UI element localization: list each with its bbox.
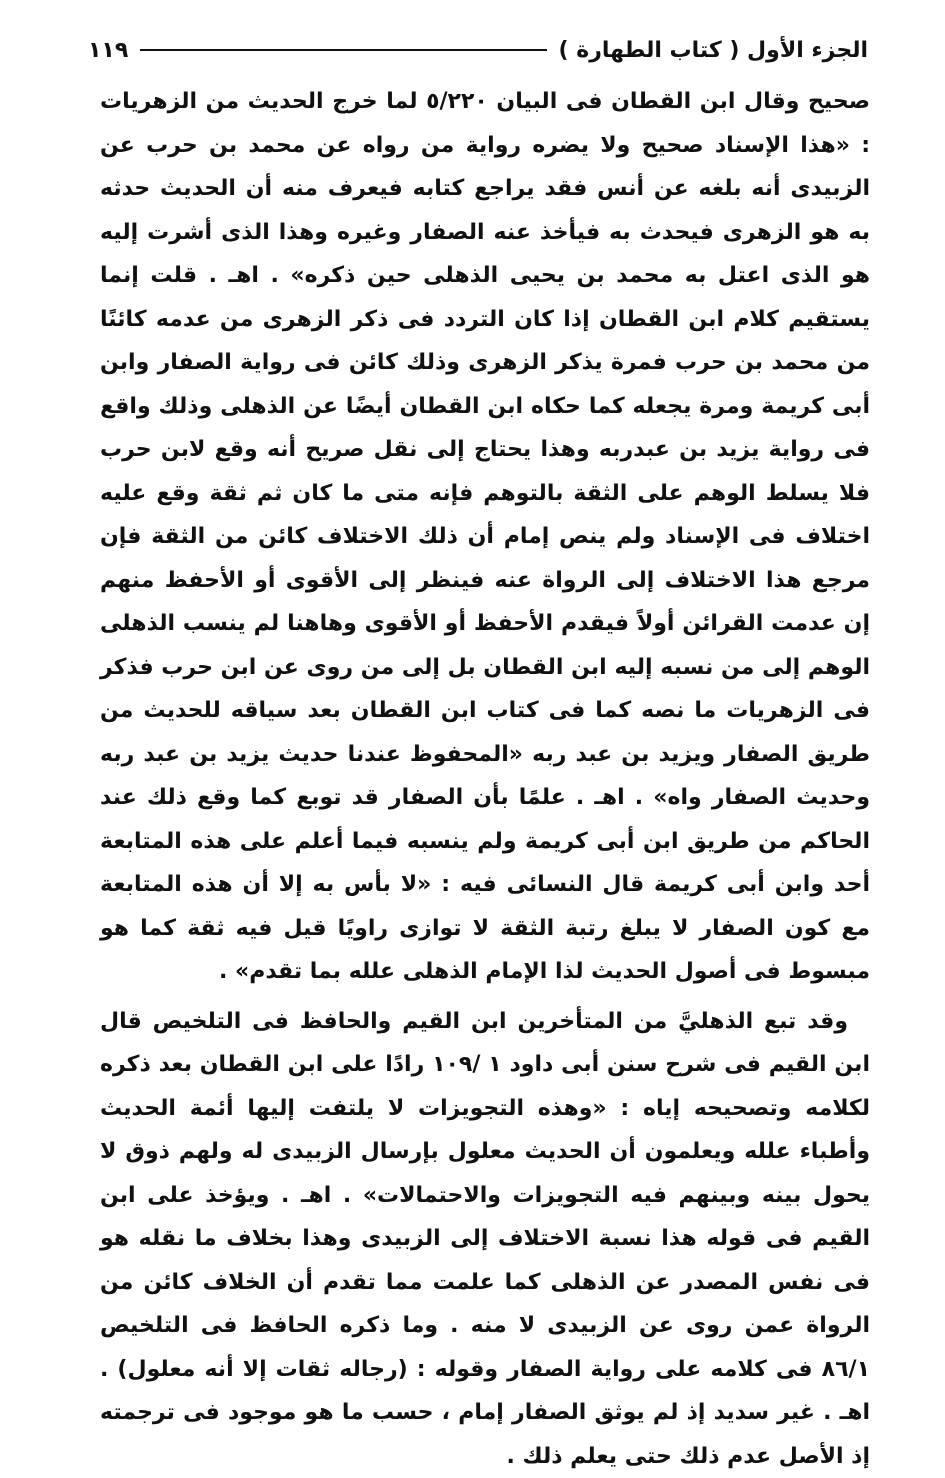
paragraph-1: صحيح وقال ابن القطان فى البيان ٥/٢٢٠ لما خرج الحديث من الزهريات : «هذا الإسناد صحيح ولا يضره رواية من رواه عن محمد بن حرب عن الزبيدى أنه بلغه عن أنس فقد يراجع كتابه فيعرف منه أن الحديث حدثه به هو الزهرى فيحدث به فيأخذ عنه الصفار وغيره وهذا الذى أشرت إليه هو الذى اعتل به محمد بن يحيى الذهلى حين ذكره» . اهـ . قلت إنما يستقيم كلام ابن القطان إذا كان التردد فى ذكر الزهرى من عدمه كائنًا من محمد بن حرب فمرة يذكر الزهرى وذلك كائن فى رواية الصفار وابن أبى كريمة ومرة يجعله كما حكاه ابن القطان أيضًا عن الذهلى وذلك واقع فى رواية يزيد بن عبدربه وهذا يحتاج إلى نقل صريح أنه وقع لابن حرب فلا يسلط الوهم على الثقة بالتوهم فإنه متى ما كان ثم ثقة وقع عليه اختلاف فى الإسناد ولم ينص إمام أن ذلك الاختلاف كائن من الثقة فإن مرجع هذا الاختلاف إلى الرواة عنه فينظر إلى الأقوى أو الأحفظ منهم إن عدمت القرائن أولاً فيقدم الأحفظ أو الأقوى وهاهنا لم ينسب الذهلى الوهم إلى من نسبه إليه ابن القطان بل إلى من روى عن ابن حرب فذكر فى الزهريات ما نصه كما فى كتاب ابن القطان بعد سياقه للحديث من طريق الصفار ويزيد بن عبد ربه «المحفوظ عندنا حديث يزيد بن عبد ربه وحديث الصفار واه» . اهـ . علمًا بأن الصفار قد توبع كما وقع ذلك عند الحاكم من طريق ابن أبى كريمة ولم ينسبه فيما أعلم على هذه المتابعة أحد وابن أبى كريمة قال النسائى فيه : «لا بأس به إلا أن هذه المتابعة مع كون الصفار لا يبلغ رتبة الثقة لا توازى راويًا قيل فيه ثقة كما هو مبسوط فى أصول الحديث لذا الإمام الذهلى علله بما تقدم» . xyxy=(100,80,870,994)
header-title: الجزء الأول ( كتاب الطهارة ) xyxy=(559,38,869,63)
page-number: ١١٩ xyxy=(88,38,128,63)
header-rule xyxy=(140,49,546,51)
paragraph-2: وقد تبع الذهليَّ من المتأخرين ابن القيم والحافظ فى التلخيص قال ابن القيم فى شرح سنن أبى داود ١ /١٠٩ رادًا على ابن القطان بعد ذكره لكلامه وتصحيحه إياه : «وهذه التجويزات لا يلتفت إليها أئمة الحديث وأطباء علله ويعلمون أن الحديث معلول بإرسال الزبيدى له ولهم ذوق لا يحول بينه وبينهم فيه التجويزات والاحتمالات» . اهـ . ويؤخذ على ابن القيم فى قوله هذا نسبة الاختلاف إلى الزبيدى وهذا بخلاف ما نقله هو فى نفس المصدر عن الذهلى كما علمت مما تقدم أن الخلاف كائن من الرواة عمن روى عن الزبيدى لا منه . وما ذكره الحافظ فى التلخيص ٨٦/١ فى كلامه على رواية الصفار وقوله : (رجاله ثقات إلا أنه معلول) . اهـ . غير سديد إذ لم يوثق الصفار إمام ، حسب ما هو موجود فى ترجمته إذ الأصل عدم ذلك حتى يعلم ذلك . xyxy=(100,1000,870,1478)
body-text xyxy=(100,80,870,1478)
running-header xyxy=(88,30,868,70)
